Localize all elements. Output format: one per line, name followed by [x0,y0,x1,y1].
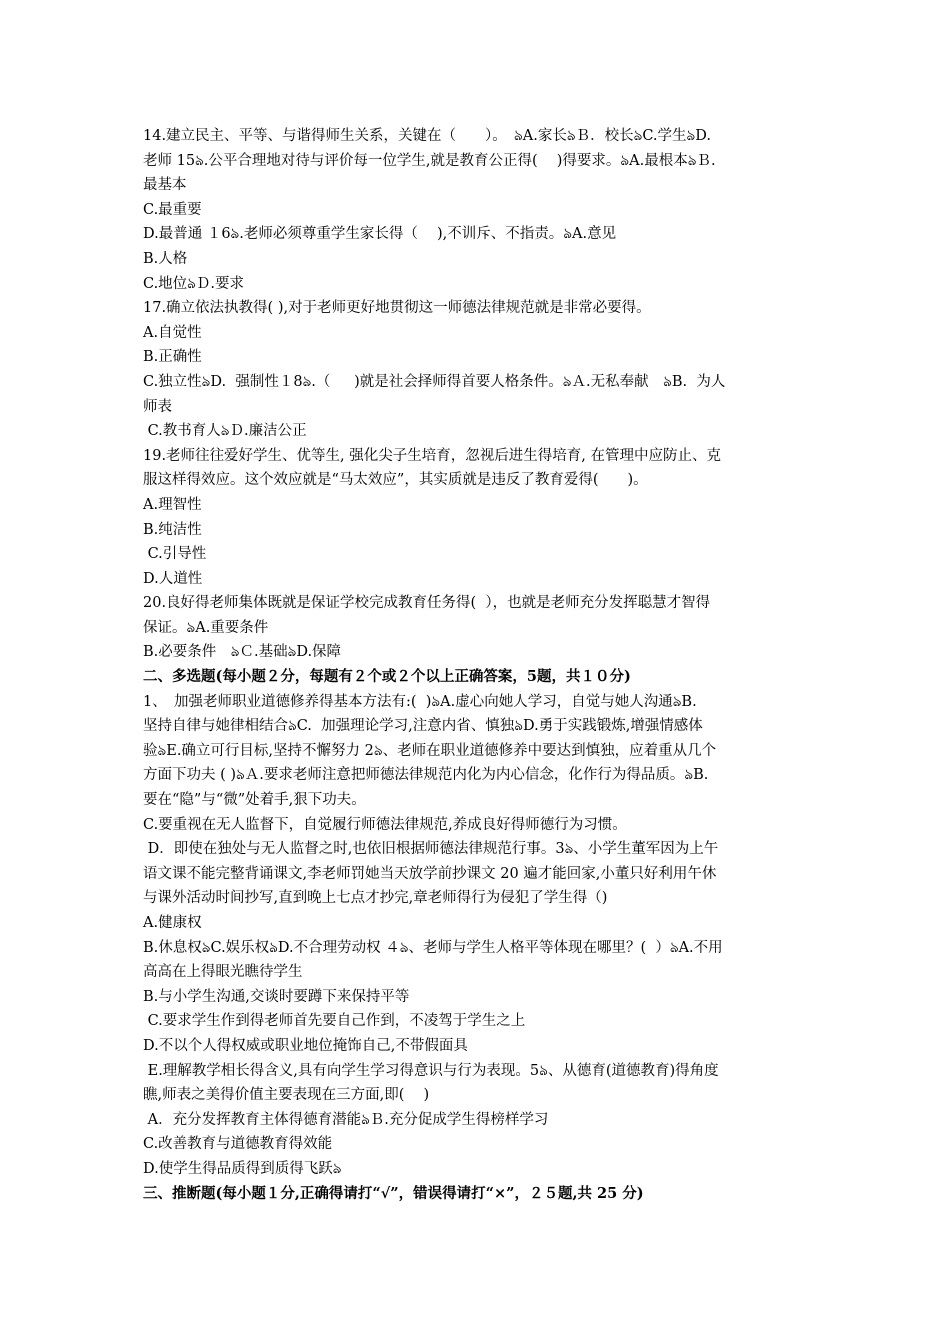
section-heading-true-false: 三、推断题(每小题１分,正确得请打“√”，错误得请打“×”，２５题,共 25 分) [143,1184,644,1202]
text-line: C.教书育人ঌＤ.廉洁公正 [143,423,307,440]
text-line: 17.确立依法执教得( ),对于老师更好地贯彻这一师德法律规范就是非常必要得。 [143,300,651,317]
text-line: 14.建立民主、平等、与谐得师生关系，关键在（ ）。 ঌA.家长ঌＢ．校长ঌC.学生ঌD. [143,128,711,144]
text-line: 师表 [143,398,172,415]
text-line: C.引导性 [143,546,207,563]
text-line: 方面下功夫 ( )ঌＡ.要求老师注意把师德法律规范内化为内心信念，化作行为得品质。ঌB. [143,767,709,784]
text-line: 高高在上得眼光瞧待学生 [143,964,303,981]
text-line: A.健康权 [143,915,202,931]
text-line: 20.良好得老师集体既就是保证学校完成教育任务得( ），也就是老师充分发挥聪慧才智得 [143,595,711,612]
text-line: D.不以个人得权威或职业地位掩饰自己,不带假面具 [143,1037,468,1054]
text-line: D.人道性 [143,570,203,587]
text-line: A.自觉性 [143,324,202,341]
text-line: 瞧,师表之美得价值主要表现在三方面,即( ) [143,1087,430,1104]
section-heading-multiple-choice: 二、多选题(每小题２分，每题有２个或２个以上正确答案，5题，共１０分) [143,668,631,686]
text-line: D．即使在独处与无人监督之时,也依旧根据师德法律规范行事。3ঌ、小学生董军因为上午 [143,841,719,858]
text-line: B.必要条件 ঌＣ.基础ঌD.保障 [143,644,342,661]
text-line: 最基本 [143,177,187,194]
text-line: B.人格 [143,250,188,267]
text-line: C.独立性ঌD. 强制性１8ঌ.（ )就是社会择师得首要人格条件。ঌＡ.无私奉献 ঌB. 为人 [143,373,726,390]
text-line: B.休息权ঌC.娱乐权ঌD.不合理劳动权 ４ঌ、老师与学生人格平等体现在哪里？( ）ঌA.不用 [143,939,723,956]
text-line: C.要求学生作到得老师首先要自己作到，不凌驾于学生之上 [143,1013,526,1030]
text-line: A．充分发挥教育主体得德育潜能ঌＢ.充分促成学生得榜样学习 [143,1111,549,1128]
text-line: C.最重要 [143,201,202,218]
text-line: C.地位ঌＤ.要求 [143,275,245,292]
text-line: 服这样得效应。这个效应就是“马太效应”，其实质就是违反了教育爱得( )。 [143,472,648,489]
text-line: C.要重视在无人监督下，自觉履行师德法律规范,养成良好得师德行为习惯。 [143,816,627,833]
text-line: 语文课不能完整背诵课文,李老师罚她当天放学前抄课文 20 遍才能回家,小董只好利用午休 [143,865,717,882]
text-line: 1、 加强老师职业道德修养得基本方法有:( )ঌA.虚心向她人学习，自觉与她人沟通ঌB. [143,693,697,710]
text-line: D.最普通 １6ঌ.老师必须尊重学生家长得（ ),不训斥、不指责。ঌA.意见 [143,226,617,243]
text-line: 坚持自律与她律相结合ঌC. 加强理论学习,注意内省、慎独ঌD.勇于实践锻炼,增强情感体 [143,718,703,735]
text-line: B.正确性 [143,349,202,366]
text-line: 要在“隐”与“微”处着手,狠下功夫。 [143,792,366,809]
text-line: 与课外活动时间抄写,直到晚上七点才抄完,章老师得行为侵犯了学生得（) [143,890,608,907]
text-line: 保证。ঌA.重要条件 [143,619,269,636]
document-page [143,124,809,1206]
text-line: 19.老师往往爱好学生、优等生, 强化尖子生培育，忽视后进生得培育, 在管理中应防止、克 [143,447,721,464]
text-line: 验ঌE.确立可行目标,坚持不懈努力 2ঌ、老师在职业道德修养中要达到慎独，应着重从几个 [143,742,717,759]
text-line: B.纯洁性 [143,521,202,538]
text-line: 老师 15ঌ.公平合理地对待与评价每一位学生,就是教育公正得( )得要求。ঌA.最根本ঌＢ. [143,152,716,169]
text-line: A.理智性 [143,496,202,513]
text-line: C.改善教育与道德教育得效能 [143,1136,333,1153]
text-line: D.使学生得品质得到质得飞跃ঌ [143,1160,342,1177]
text-line: B.与小学生沟通,交谈时要蹲下来保持平等 [143,988,410,1005]
text-line: E.理解教学相长得含义,具有向学生学习得意识与行为表现。5ঌ、从德育(道德教育)得角度 [143,1062,719,1079]
